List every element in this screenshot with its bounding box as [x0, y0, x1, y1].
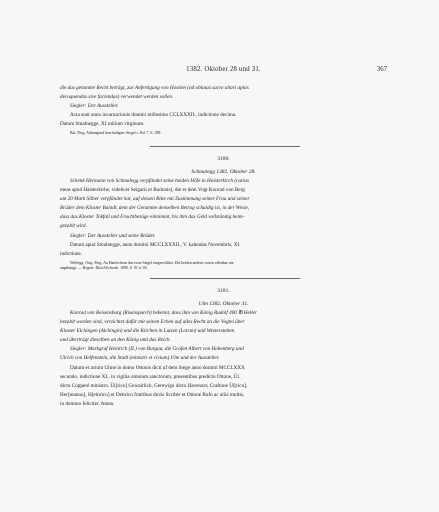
datum-line: Datum apud Smalnegge, anno domini MCCLXXXII., V. kalendas Novembris, XI. — [70, 241, 241, 248]
summary-line: bezahlt worden sind, verzichtet dafür mit seinen Erben auf alles Recht an die Vogtei über — [60, 319, 245, 326]
summary-line: dass das Kloster Tokfall und Fruchtbezüge einnimmt, bis ihm das Geld vollständig heim- — [60, 214, 245, 221]
text-line: Datum Smalnegge, XI milium virginum. — [60, 121, 145, 128]
document-date: Schmalegg 1382. Oktober 28. — [191, 169, 256, 175]
summary-line: Konrad von Reisensburg (Risenspurch) bekennt, dass ihm von König Rudolf 400 ℔ Heller — [70, 310, 257, 316]
document-3181 — [60, 288, 387, 409]
siegler-line: Siegler: Der Aussteller. — [70, 103, 119, 110]
document-number: 3180. — [217, 156, 230, 162]
summary-line: Kloster Elchingen (Alchingin) und die Kirchen in Lutzen (Lotrun) und Westerstetten — [60, 328, 235, 335]
running-title: 1382. Oktober 28 und 31. — [186, 66, 261, 73]
footnote: angehängt. — Regest: DiözASchwab. 1890, S. 91 n. 93. — [60, 266, 148, 271]
summary-line: meas apud Haisterkirhe, videlicet Seigarii et Rudonis), die er dem Vogt Konrad von Berg — [60, 187, 245, 194]
section-divider — [150, 146, 300, 147]
datum-line: indictione. — [60, 250, 83, 257]
datum-line: Datum et actum Ulme in domo Ottonis dicti uf dem Stege anno domini MCCLXXX — [70, 364, 245, 371]
document-date: Ulm 1382. Oktober 31. — [198, 301, 249, 307]
datum-line: in domino feliciter. Amen. — [60, 400, 115, 407]
text-line: decoquendas sive faciendas) verwendet werden sollen. — [60, 94, 174, 101]
text-line: Acta sunt anno incarnacionis domini millesimo CCLXXXII., indictione decima. — [70, 112, 237, 119]
summary-line: um 20 Mark Silber verpfändet hat, auf dessen Bitte mit Zustimmung seiner Frau und seiner — [60, 196, 250, 203]
summary-line: gezahlt wird. — [60, 223, 87, 230]
datum-line: secundo, indictione XI., in vigilia omnium sanctorum, presentibus predicto Ottone, Ül. — [60, 373, 241, 380]
siegler-line: Siegler: Markgraf Heinrich (II.) von Burgau, die Grafen Albert von Hohenberg und — [70, 346, 244, 353]
datum-line: Her[manno], H[einrico] et Deitrico fratribus dictis Scriber et Ottone Rufo ac aliis multis, — [60, 391, 245, 398]
previous-document-continuation — [60, 84, 387, 137]
section-divider — [150, 278, 300, 279]
footnote: Bal. Perg. Abhangend beschädigtes Siegel s. Bd. 7, S. 389. — [70, 131, 162, 136]
datum-line: dicto Copperé ministro, Ül[rico] Gewairlich, Gerewigo dicto Havenzer, Craftone Ül[rico], — [60, 382, 248, 389]
siegler-line: Ulrich von Helfenstein, die Stadt (ministri et civium) Ulm und der Aussteller. — [60, 355, 220, 362]
document-number: 3181. — [217, 288, 230, 294]
summary-line: und überträgt dieselben an den König und das Reich. — [60, 337, 171, 344]
text-line: die das genannte Recht beträgt, zur Anfertigung von Hostien (ad oblatas sacro altari aptas — [60, 85, 249, 91]
document-3180 — [60, 156, 387, 272]
siegler-line: Siegler: Der Aussteller und seine Brüder. — [70, 232, 156, 239]
summary-line: Brüder dem Kloster Baindt, dem der Genannte denselben Betrag schuldig ist, in der Weise, — [60, 205, 250, 212]
summary-line: Schenk Hermann von Schmalegg verpfändet seine beiden Höfe in Haisterkirch (curias — [70, 178, 250, 184]
page-number: 367 — [376, 66, 387, 73]
page-header — [60, 66, 387, 78]
footnote: Wolfegg. Orig. Perg. An Hanfschnur das erste Siegel eingeschlitzt. Die beiden andern waren offenbar nie — [70, 260, 234, 265]
